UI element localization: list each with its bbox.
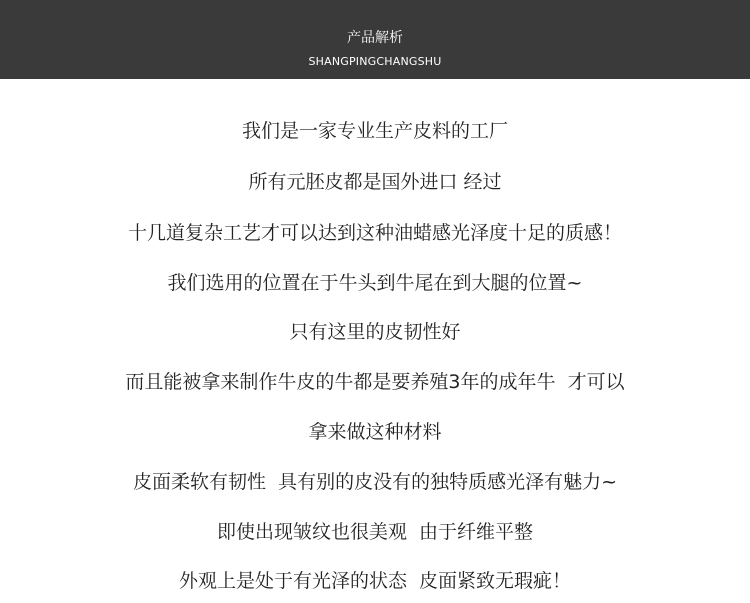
description-line-4: 我们选用的位置在于牛头到牛尾在到大腿的位置~: [167, 272, 583, 294]
description-line-1: 我们是一家专业生产皮料的工厂: [241, 120, 508, 142]
description-line-6: 而且能被拿来制作牛皮的牛都是要养殖3年的成年牛 才可以: [125, 371, 625, 393]
description-line-10: 外观上是处于有光泽的状态 皮面紧致无瑕疵！: [178, 570, 572, 592]
description-line-2: 所有元胚皮都是国外进口 经过: [248, 171, 502, 193]
header-title: 产品解析: [347, 30, 403, 46]
header-subtitle: SHANGPINGCHANGSHU: [308, 55, 442, 68]
description-line-5: 只有这里的皮韧性好: [289, 321, 461, 343]
description-line-7: 拿来做这种材料: [308, 421, 442, 443]
description-line-9: 即使出现皱纹也很美观 由于纤维平整: [216, 521, 534, 543]
description-line-8: 皮面柔软有韧性 具有别的皮没有的独特质感光泽有魅力~: [132, 471, 617, 493]
description-line-3: 十几道复杂工艺才可以达到这种油蜡感光泽度十足的质感！: [127, 222, 622, 244]
